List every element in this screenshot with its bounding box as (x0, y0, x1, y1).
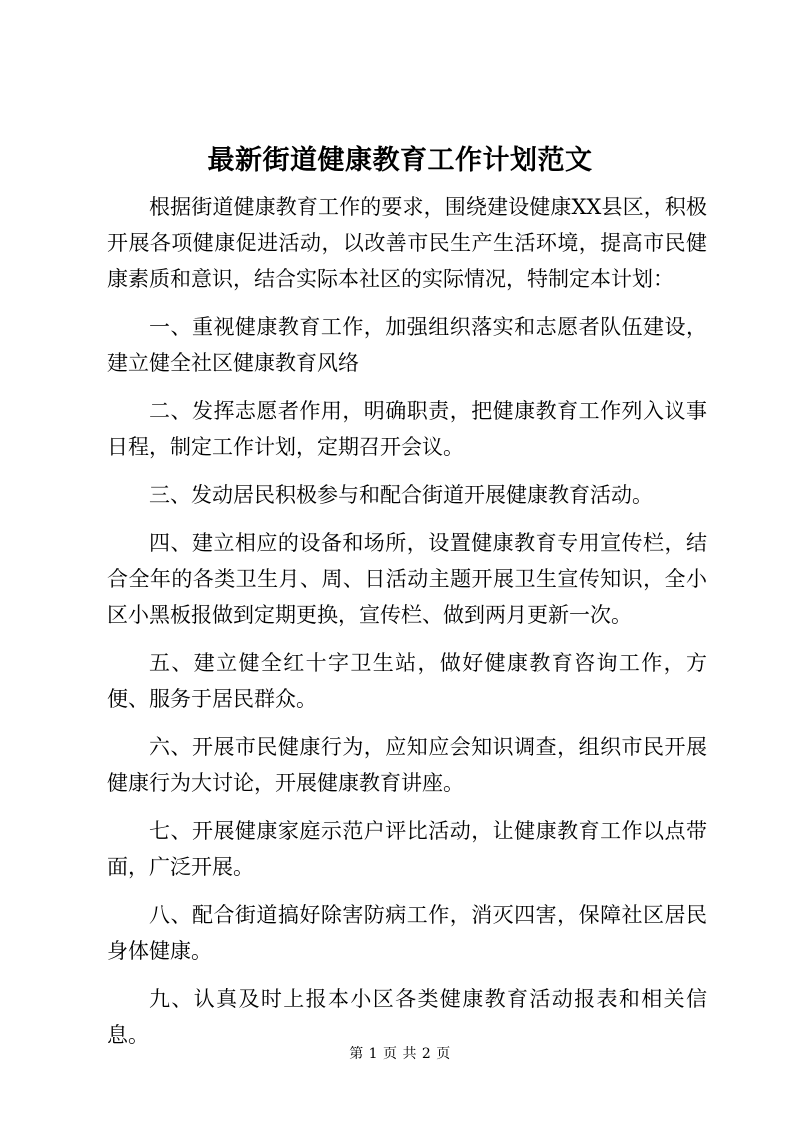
paragraph-item-6: 六、开展市民健康行为，应知应会知识调查，组织市民开展健康行为大讨论，开展健康教育讲座。 (107, 735, 707, 795)
paragraph-item-4: 四、建立相应的设备和场所，设置健康教育专用宣传栏，结合全年的各类卫生月、周、日活动主题开展卫生宣传知识，全小区小黑板报做到定期更换，宣传栏、做到两月更新一次。 (107, 531, 707, 627)
paragraph-item-3: 三、发动居民积极参与和配合街道开展健康教育活动。 (149, 483, 653, 507)
document-title: 最新街道健康教育工作计划范文 (207, 145, 593, 176)
page-number-footer: 第 1 页 共 2 页 (349, 1046, 451, 1062)
paragraph-item-9: 九、认真及时上报本小区各类健康教育活动报表和相关信息。 (107, 987, 707, 1047)
paragraph-item-7: 七、开展健康家庭示范户评比活动，让健康教育工作以点带面，广泛开展。 (107, 819, 707, 879)
paragraph-item-1: 一、重视健康教育工作，加强组织落实和志愿者队伍建设，建立健全社区健康教育风络 (107, 315, 707, 375)
paragraph-intro: 根据街道健康教育工作的要求，围绕建设健康XX县区，积极开展各项健康促进活动，以改善市民生产生活环境，提高市民健康素质和意识，结合实际本社区的实际情况，特制定本计划： (107, 195, 707, 291)
paragraph-item-5: 五、建立健全红十字卫生站，做好健康教育咨询工作，方便、服务于居民群众。 (107, 651, 707, 711)
paragraph-item-8: 八、配合街道搞好除害防病工作，消灭四害，保障社区居民身体健康。 (107, 903, 707, 963)
paragraph-item-2: 二、发挥志愿者作用，明确职责，把健康教育工作列入议事日程，制定工作计划，定期召开会议。 (107, 399, 707, 459)
document-body (107, 189, 707, 1065)
